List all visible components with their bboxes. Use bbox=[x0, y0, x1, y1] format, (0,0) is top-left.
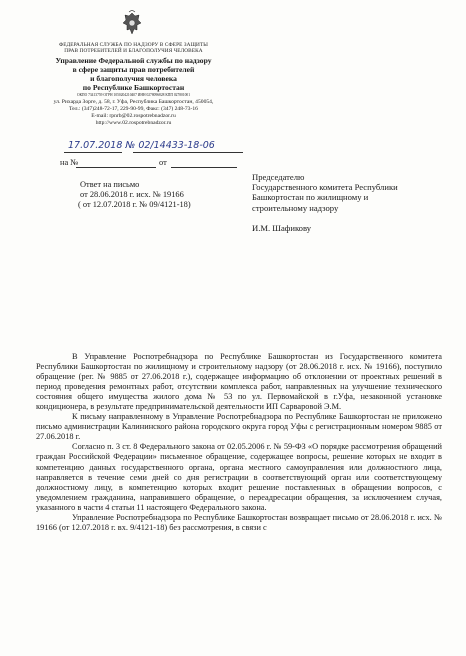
ot-underline bbox=[171, 167, 237, 168]
addressee-name: И.М. Шафикову bbox=[252, 222, 312, 233]
agency-name-line1: ФЕДЕРАЛЬНАЯ СЛУЖБА ПО НАДЗОРУ В СФЕРЕ ЗАЩИТЫ bbox=[58, 42, 209, 48]
office-name-line2: в сфере защиты прав потребителей bbox=[72, 65, 195, 74]
office-phones: Тел.: (347)248-72-17, 229-90-99, Факс: (347) 248-73-16 bbox=[69, 106, 198, 112]
office-name-line3: и благополучия человека bbox=[90, 74, 177, 83]
office-name-line1: Управление Федеральной службы по надзору bbox=[55, 56, 212, 65]
body-paragraph-4: Управление Роспотребнадзора по Республике Башкортостан возвращает письмо от 28.06.2018 г. исх. № 19166 (от 12.07.2018 г. вх. 9/4121-18) без рассмотрения, в связи с bbox=[36, 512, 442, 532]
office-address: ул. Рихарда Зорге, д. 58, г. Уфа, Республика Башкортостан, 450054, bbox=[53, 99, 214, 105]
office-email: E-mail: rpnrb@02.rospotrebnadzor.ru bbox=[91, 113, 176, 119]
reply-to-line2: от 28.06.2018 г. исх. № 19166 bbox=[80, 190, 184, 199]
coat-of-arms-emblem bbox=[121, 10, 143, 38]
addressee-line2: Государственного комитета Республики bbox=[252, 182, 398, 193]
handwritten-registration-number: 17.07.2018 № 02/14433-18-06 bbox=[68, 140, 215, 151]
na-number-label: на № bbox=[60, 158, 79, 167]
addressee-line4: строительному надзору bbox=[252, 202, 339, 213]
office-codes: ОКПО 73413759 ОГРН 1050204210407 ИНН 0278096828 КПП 027801001 bbox=[77, 93, 190, 97]
addressee-line1: Председателю bbox=[252, 172, 305, 182]
date-underline bbox=[64, 152, 122, 153]
body-paragraph-3: Согласно п. 3 ст. 8 Федерального закона от 02.05.2006 г. № 59-ФЗ «О порядке рассмотрения обращений граждан Российской Федерации» письменное обращение, содержащее вопросы, решение которых не входит в компетенцию данных государственного органа, органа местного самоуправления или должностного лица, направляется в течение семи дней со дня регистрации в соответствующий орган или соответствующему должностному лицу, в компетенцию которых входит решение поставленных в обращении вопросов, с уведомлением гражданина, направившего обращение, о переадресации обращения, за исключением случая, указанного в части 4 статьи 11 настоящего Федерального закона. bbox=[36, 442, 442, 512]
body-paragraph-2: К письму направленному в Управление Роспотребнадзора по Республике Башкортостан не приложено письмо администрации Калининского района городского округа город Уфы с регистрационным номером 9885 от 27.06.2018 г. bbox=[36, 412, 442, 442]
na-number-underline bbox=[76, 167, 156, 168]
reply-to-line1: Ответ на письмо bbox=[80, 180, 140, 189]
agency-name-line2: ПРАВ ПОТРЕБИТЕЛЕЙ И БЛАГОПОЛУЧИЯ ЧЕЛОВЕКА bbox=[64, 48, 203, 54]
office-website: http://www.02.rospotrebnadzor.ru bbox=[95, 120, 172, 126]
number-underline bbox=[133, 152, 243, 153]
reply-to-line3: ( от 12.07.2018 г. № 09/4121-18) bbox=[78, 200, 191, 209]
addressee-block bbox=[252, 172, 442, 233]
addressee-line3: Башкортостан по жилищному и bbox=[252, 192, 369, 203]
letter-body bbox=[36, 352, 442, 533]
ot-label: от bbox=[159, 158, 167, 167]
body-paragraph-1: В Управление Роспотребнадзора по Республике Башкортостан из Государственного комитета Республики Башкортостан по жилищному и строительному надзору (от 28.06.2018 г. исх. № 19166), поступило обращение (рег. № 9885 от 27.06.2018 г.), содержащее информацию об отклонении от проектных решений в период проведения ремонтных работ, отсутствии комплекса работ, направленных на улучшение технического состояния общего имущества жилого дома № 53 по ул. Первомайской в г.Уфа, незаконной установке кондиционера, в результате предпринимательской деятельности ИП Сарваровой Э.М. bbox=[36, 352, 442, 412]
office-name-line4: по Республике Башкортостан bbox=[82, 83, 185, 92]
